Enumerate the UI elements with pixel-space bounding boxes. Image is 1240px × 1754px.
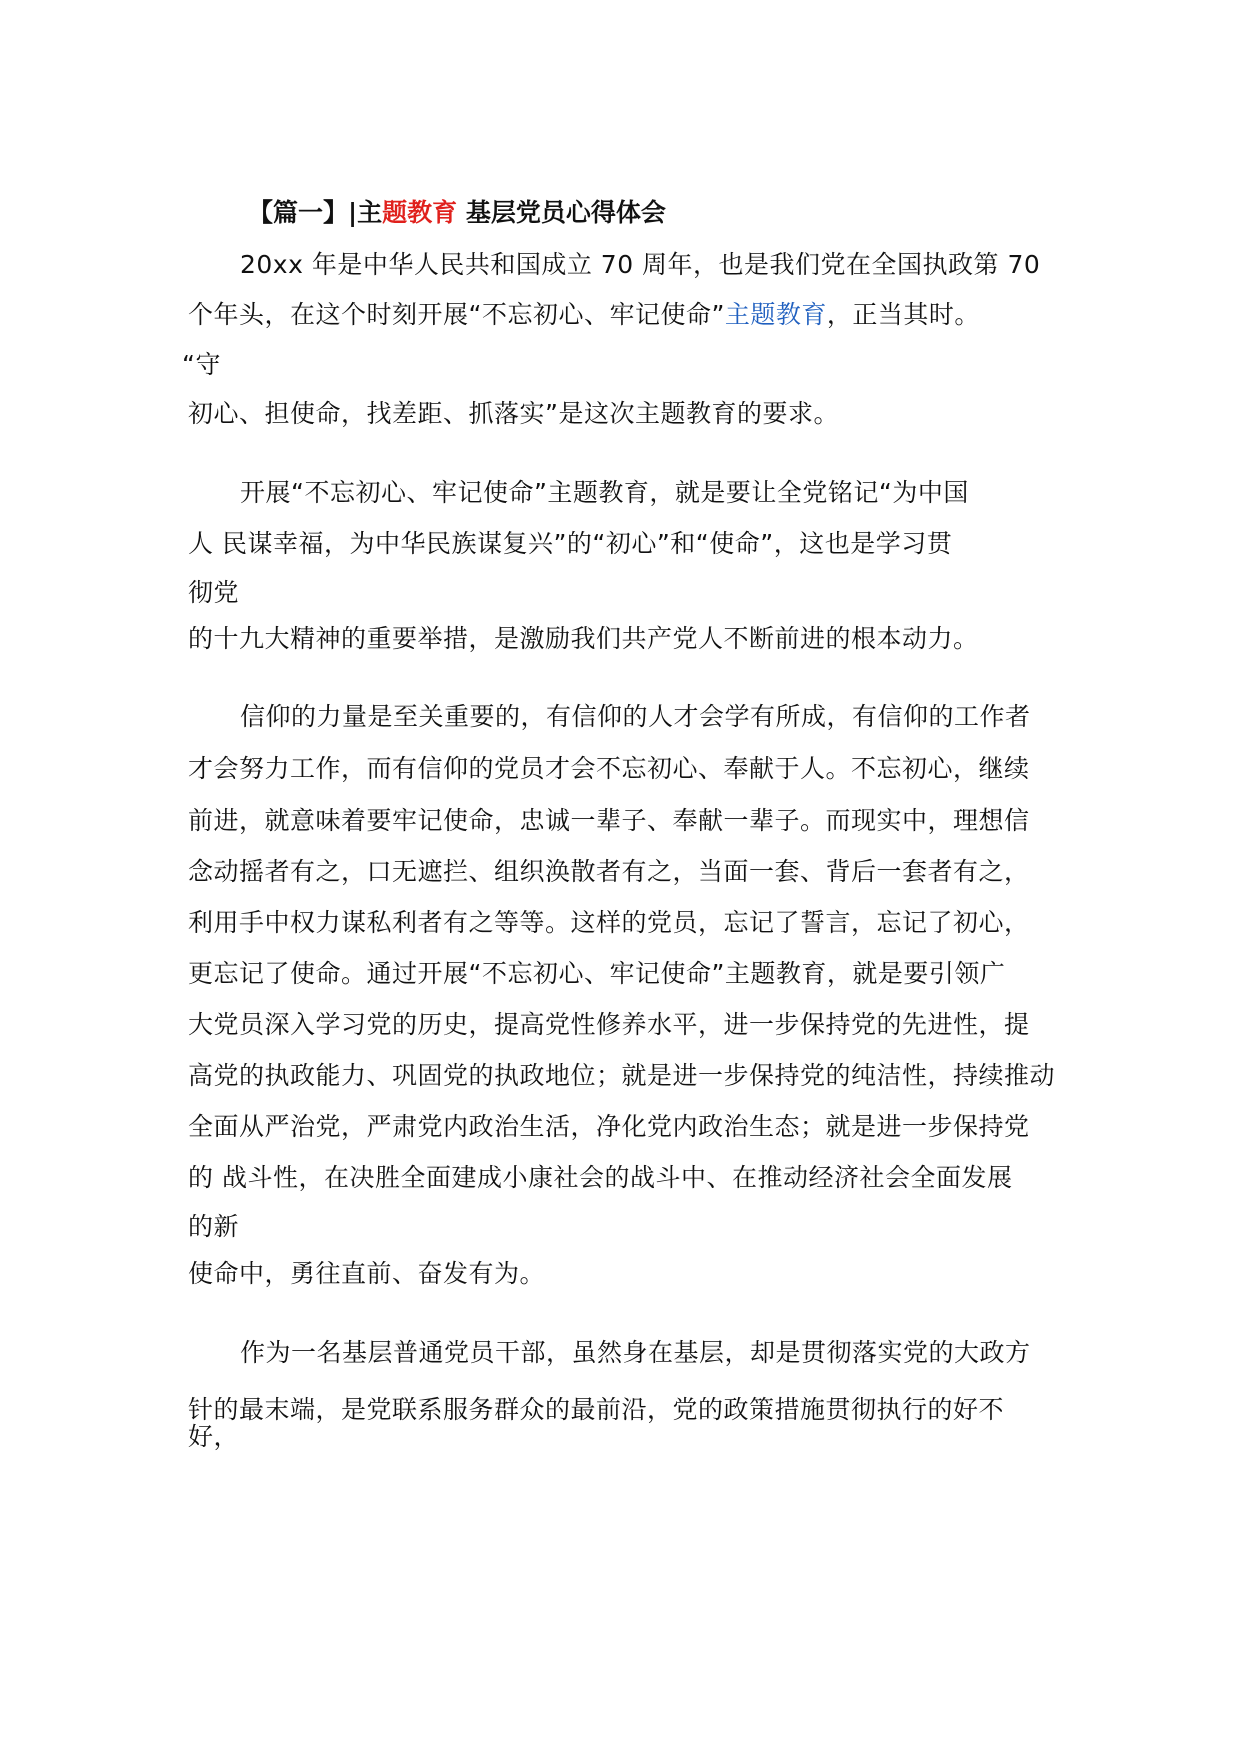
p3-line-4: 念动摇者有之，口无遮拦、组织涣散者有之，当面一套、背后一套者有之， (188, 857, 1030, 886)
p4-line-2: 针的最末端，是党联系服务群众的最前沿，党的政策措施贯彻执行的好不 (188, 1395, 1005, 1424)
p1-line-3: “守 (182, 350, 221, 379)
topic-education-link[interactable]: 主题教育 (724, 300, 827, 329)
p3-line-6: 更忘记了使命。通过开展“不忘初心、牢记使命”主题教育，就是要引领广 (188, 959, 1006, 988)
title-rest: 基层党员心得体会 (457, 198, 666, 227)
p3-line-8: 高党的执政能力、巩固党的执政地位；就是进一步保持党的纯洁性，持续推动 (188, 1061, 1056, 1090)
p2-line-2: 人 民谋幸福，为中华民族谋复兴”的“初心”和“使命”，这也是学习贯 (188, 529, 953, 558)
p4-line-1: 作为一名基层普通党员干部，虽然身在基层，却是贯彻落实党的大政方 (240, 1338, 1031, 1367)
p1-line-1: 20xx 年是中华人民共和国成立 70 周年，也是我们党在全国执政第 70 (240, 250, 1041, 279)
p2-line-3: 彻党 (188, 578, 240, 607)
p3-line-7: 大党员深入学习党的历史，提高党性修养水平，进一步保持党的先进性，提 (188, 1010, 1030, 1039)
p3-line-3: 前进，就意味着要牢记使命，忠诚一辈子、奉献一辈子。而现实中，理想信 (188, 806, 1030, 835)
p3-line-9: 全面从严治党，严肃党内政治生活，净化党内政治生态；就是进一步保持党 (188, 1112, 1030, 1141)
title-prefix: 【篇一】 (248, 198, 349, 227)
p3-line-10: 的 战斗性，在决胜全面建成小康社会的战斗中、在推动经济社会全面发展 (188, 1163, 1013, 1192)
title-separator: |主 (348, 198, 383, 227)
p1-line-2 (188, 298, 980, 332)
p2-line-4: 的十九大精神的重要举措，是激励我们共产党人不断前进的根本动力。 (188, 624, 979, 653)
p2-line-1: 开展“不忘初心、牢记使命”主题教育，就是要让全党铭记“为中国 (240, 478, 969, 507)
p3-line-2: 才会努力工作，而有信仰的党员才会不忘初心、奉献于人。不忘初心，继续 (188, 754, 1030, 783)
p1-line-2-text-a: 个年头，在这个时刻开展“不忘初心、牢记使命” (188, 300, 725, 329)
p3-line-11: 的新 (188, 1212, 240, 1241)
document-title (248, 196, 666, 230)
title-highlight: 题教育 (382, 198, 458, 227)
p4-line-3: 好， (188, 1422, 240, 1451)
p3-line-1: 信仰的力量是至关重要的，有信仰的人才会学有所成，有信仰的工作者 (240, 702, 1031, 731)
p3-line-12: 使命中，勇往直前、奋发有为。 (188, 1259, 546, 1288)
p1-line-4: 初心、担使命，找差距、抓落实”是这次主题教育的要求。 (188, 399, 839, 428)
p3-line-5: 利用手中权力谋私利者有之等等。这样的党员，忘记了誓言，忘记了初心， (188, 908, 1030, 937)
p1-line-2-text-b: ，正当其时。 (826, 300, 980, 329)
